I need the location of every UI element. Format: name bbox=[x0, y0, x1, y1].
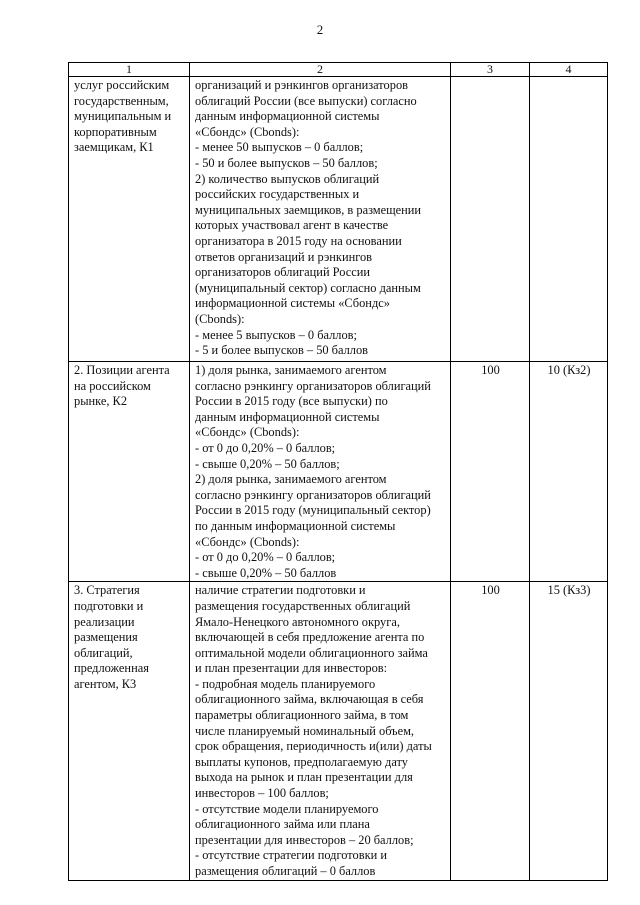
text-line: «Сбондс» (Cbonds): bbox=[195, 425, 300, 440]
text-line: государственным, bbox=[74, 93, 169, 108]
text-line: - менее 5 выпусков – 0 баллов; bbox=[195, 327, 357, 342]
max-score-cell bbox=[451, 77, 530, 362]
text-line: 1) доля рынка, занимаемого агентом bbox=[195, 363, 387, 377]
text-line: которых участвовал агент в качестве bbox=[195, 218, 389, 233]
text-line: агентом, К3 bbox=[74, 676, 137, 691]
text-line: размещения государственных облигаций bbox=[195, 598, 411, 613]
column-header-row bbox=[69, 63, 608, 77]
text-line: - 50 и более выпусков – 50 баллов; bbox=[195, 155, 378, 170]
column-header-1: 1 bbox=[69, 63, 190, 77]
text-line: муниципальных заемщиков, в размещении bbox=[195, 202, 422, 217]
text-line: подготовки и bbox=[74, 598, 144, 613]
table-row bbox=[69, 582, 608, 880]
text-line: России в 2015 году (все выпуски) по bbox=[195, 394, 388, 409]
description-cell bbox=[190, 582, 451, 880]
text-line: информационной системы «Сбондс» bbox=[195, 296, 390, 311]
text-line: инвесторов – 100 баллов; bbox=[195, 786, 329, 801]
text-line: наличие стратегии подготовки и bbox=[195, 583, 366, 598]
text-line: Ямало-Ненецкого автономного округа, bbox=[195, 614, 400, 629]
text-line: числе планируемый номинальный объем, bbox=[195, 723, 415, 738]
text-line: «Сбондс» (Cbonds): bbox=[195, 534, 300, 549]
text-line: размещения bbox=[74, 630, 138, 645]
max-score-cell: 100 bbox=[451, 582, 530, 880]
description-cell bbox=[190, 362, 451, 582]
text-line: заемщикам, К1 bbox=[74, 140, 154, 155]
text-line: данным информационной системы bbox=[195, 409, 380, 424]
text-line: данным информационной системы bbox=[195, 109, 380, 124]
text-line: организаторов облигаций России bbox=[195, 265, 371, 280]
text-line: российских государственных и bbox=[195, 187, 360, 202]
text-line: 2) количество выпусков облигаций bbox=[195, 171, 380, 186]
text-line: согласно рэнкингу организаторов облигаций bbox=[195, 487, 431, 502]
text-line: - от 0 до 0,20% – 0 баллов; bbox=[195, 550, 336, 565]
text-line: - отсутствие модели планируемого bbox=[195, 801, 379, 816]
text-line: включающей в себя предложение агента по bbox=[195, 630, 425, 645]
column-header-2: 2 bbox=[190, 63, 451, 77]
text-line: облигационного займа, включающая в себя bbox=[195, 692, 424, 707]
text-line: 2) доля рынка, занимаемого агентом bbox=[195, 472, 387, 487]
text-line: по данным информационной системы bbox=[195, 518, 396, 533]
max-score-cell: 100 bbox=[451, 362, 530, 582]
weight-cell bbox=[530, 77, 608, 362]
table-row bbox=[69, 77, 608, 362]
weight-cell: 10 (Кз2) bbox=[530, 362, 608, 582]
criterion-cell bbox=[69, 582, 190, 880]
text-line: параметры облигационного займа, в том bbox=[195, 708, 409, 723]
text-line: (Cbonds): bbox=[195, 311, 245, 326]
text-line: ответов организаций и рэнкингов bbox=[195, 249, 373, 264]
text-line: организаций и рэнкингов организаторов bbox=[195, 78, 408, 92]
text-line: - 5 и более выпусков – 50 баллов bbox=[195, 343, 369, 358]
text-line: 2. Позиции агента bbox=[74, 363, 170, 377]
text-line: 3. Стратегия bbox=[74, 583, 140, 598]
text-line: презентации для инвесторов – 20 баллов; bbox=[195, 832, 414, 847]
text-line: корпоративным bbox=[74, 124, 157, 139]
criteria-table bbox=[68, 62, 608, 881]
text-line: оптимальной модели облигационного займа bbox=[195, 645, 428, 660]
description-cell bbox=[190, 77, 451, 362]
criterion-cell bbox=[69, 77, 190, 362]
text-line: согласно рэнкингу организаторов облигаций bbox=[195, 378, 431, 393]
text-line: облигаций, bbox=[74, 645, 133, 660]
text-line: услуг российским bbox=[74, 78, 170, 92]
text-line: реализации bbox=[74, 614, 135, 629]
criterion-cell bbox=[69, 362, 190, 582]
text-line: «Сбондс» (Cbonds): bbox=[195, 124, 300, 139]
text-line: и план презентации для инвесторов: bbox=[195, 661, 388, 676]
text-line: - от 0 до 0,20% – 0 баллов; bbox=[195, 440, 336, 455]
column-header-4: 4 bbox=[530, 63, 608, 77]
text-line: выплаты купонов, предполагаемую дату bbox=[195, 754, 408, 769]
weight-cell: 15 (Кз3) bbox=[530, 582, 608, 880]
text-line: - менее 50 выпусков – 0 баллов; bbox=[195, 140, 364, 155]
text-line: предложенная bbox=[74, 661, 149, 676]
text-line: рынке, К2 bbox=[74, 394, 128, 409]
text-line: муниципальным и bbox=[74, 109, 172, 124]
page-number: 2 bbox=[316, 22, 324, 37]
text-line: на российском bbox=[74, 378, 151, 393]
text-line: - свыше 0,20% – 50 баллов bbox=[195, 565, 337, 580]
text-line: облигационного займа или плана bbox=[195, 817, 370, 832]
text-line: срок обращения, периодичность и(или) даты bbox=[195, 739, 432, 754]
text-line: облигаций России (все выпуски) согласно bbox=[195, 93, 417, 108]
table-row bbox=[69, 362, 608, 582]
text-line: размещения облигаций – 0 баллов bbox=[195, 864, 376, 878]
text-line: - подробная модель планируемого bbox=[195, 676, 376, 691]
column-header-3: 3 bbox=[451, 63, 530, 77]
text-line: организатора в 2015 году на основании bbox=[195, 233, 402, 248]
text-line: России в 2015 году (муниципальный сектор) bbox=[195, 503, 431, 518]
text-line: - отсутствие стратегии подготовки и bbox=[195, 848, 387, 863]
text-line: выхода на рынок и план презентации для bbox=[195, 770, 413, 785]
text-line: (муниципальный сектор) согласно данным bbox=[195, 280, 421, 295]
text-line: - свыше 0,20% – 50 баллов; bbox=[195, 456, 340, 471]
